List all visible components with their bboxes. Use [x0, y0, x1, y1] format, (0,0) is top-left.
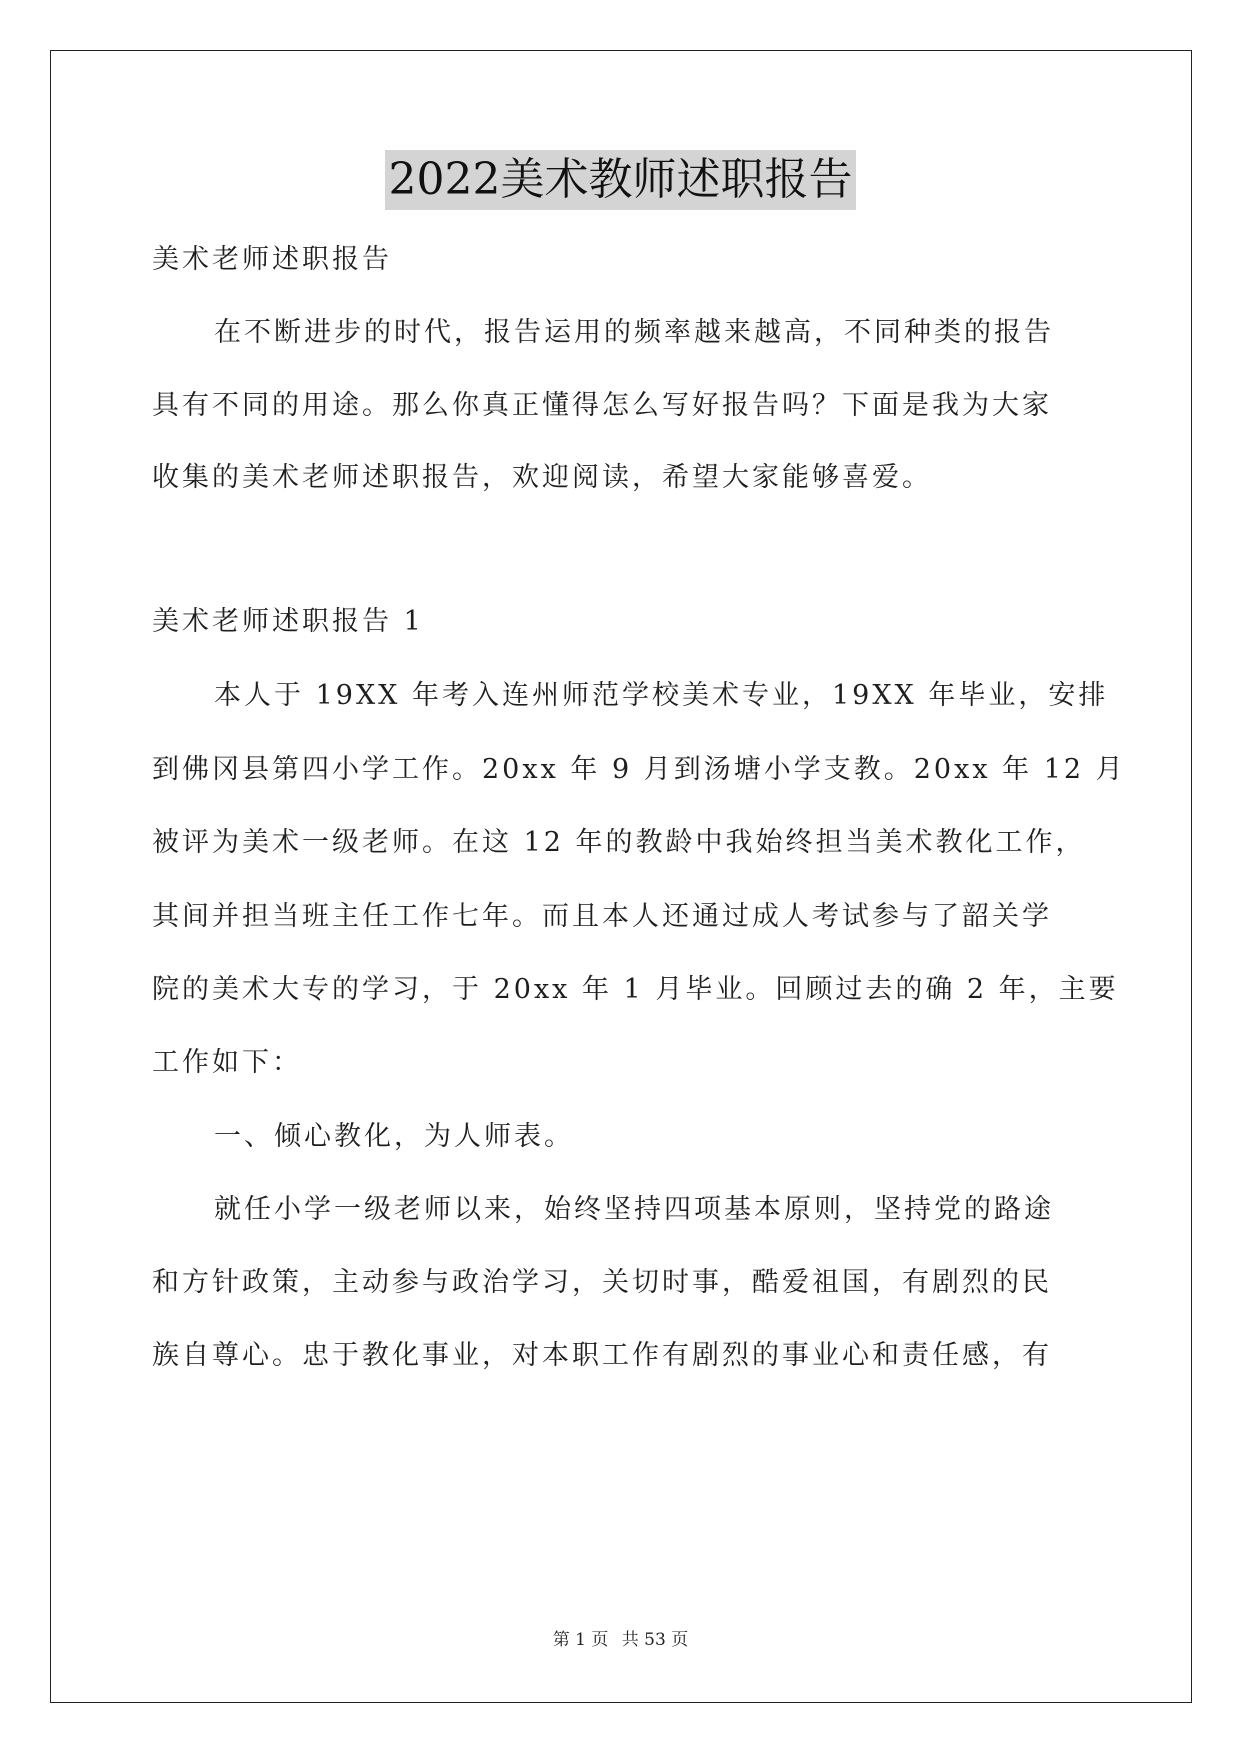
- page-number: 第 1 页: [552, 1630, 609, 1650]
- paragraph-line: 被评为美术一级老师。在这 12 年的教龄中我始终担当美术教化工作，: [152, 827, 1086, 858]
- page-footer: [0, 1628, 1241, 1652]
- paragraph-line: 其间并担当班主任工作七年。而且本人还通过成人考试参与了韶关学: [152, 901, 1052, 932]
- section-heading: 美术老师述职报告: [152, 244, 392, 275]
- subheading: 一、倾心教化，为人师表。: [214, 1121, 574, 1152]
- page-total: 共 53 页: [621, 1630, 689, 1650]
- paragraph-line: 到佛冈县第四小学工作。20xx 年 9 月到汤塘小学支教。20xx 年 12 月: [152, 754, 1126, 785]
- paragraph-line: 和方针政策，主动参与政治学习，关切时事，酷爱祖国，有剧烈的民: [152, 1267, 1052, 1298]
- title-container: [0, 150, 1241, 210]
- paragraph-line: 具有不同的用途。那么你真正懂得怎么写好报告吗？下面是我为大家: [152, 390, 1052, 421]
- paragraph-line: 院的美术大专的学习，于 20xx 年 1 月毕业。回顾过去的确 2 年，主要: [152, 974, 1119, 1005]
- paragraph-line: 工作如下：: [152, 1047, 302, 1078]
- section-heading: 美术老师述职报告 1: [152, 606, 424, 637]
- paragraph-line: 在不断进步的时代，报告运用的频率越来越高，不同种类的报告: [214, 317, 1054, 348]
- paragraph-line: 族自尊心。忠于教化事业，对本职工作有剧烈的事业心和责任感，有: [152, 1340, 1052, 1371]
- paragraph-line: 就任小学一级老师以来，始终坚持四项基本原则，坚持党的路途: [214, 1194, 1054, 1225]
- paragraph-line: 收集的美术老师述职报告，欢迎阅读，希望大家能够喜爱。: [152, 462, 932, 493]
- document-title: 2022美术教师述职报告: [385, 150, 857, 210]
- paragraph-line: 本人于 19XX 年考入连州师范学校美术专业，19XX 年毕业，安排: [214, 680, 1109, 711]
- page-border: [50, 50, 1192, 1703]
